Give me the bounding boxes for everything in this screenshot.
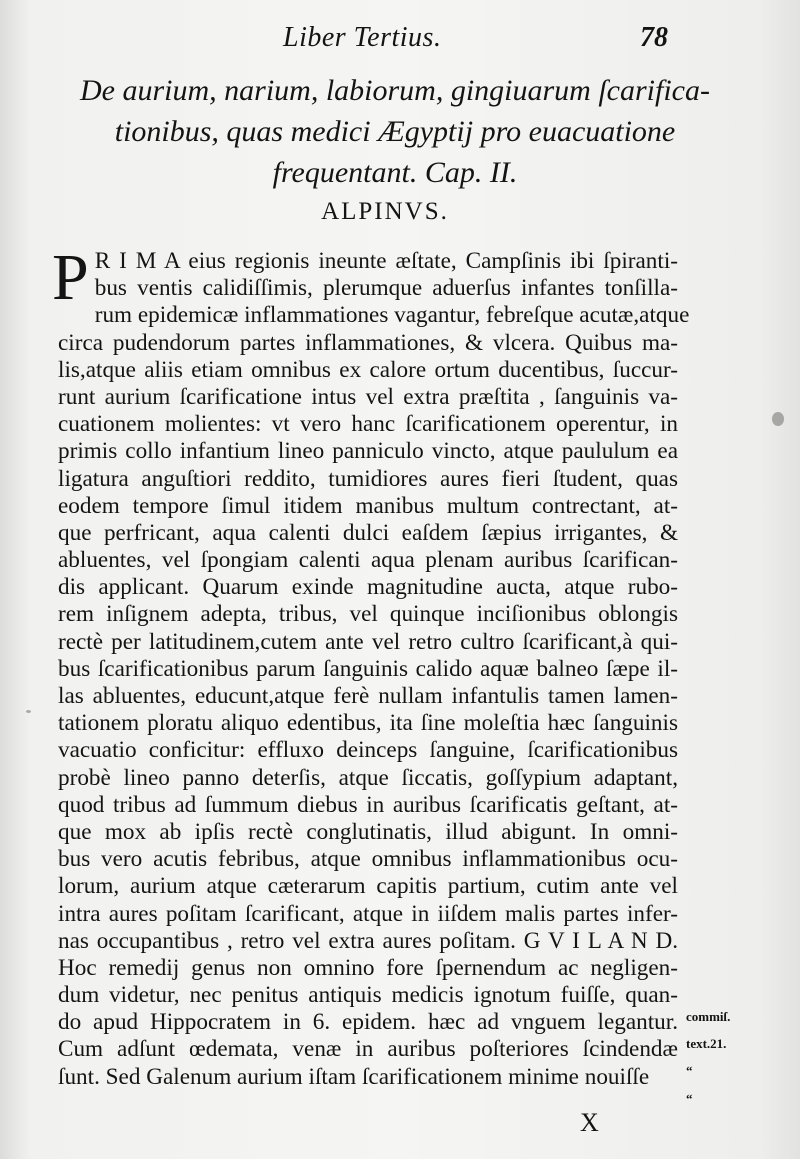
text-line: ſunt. Sed Galenum aurium iſtam ſcarificationem minime nouiſſe (58, 1063, 650, 1090)
running-head (0, 22, 800, 62)
text-line: circa pudendorum partes inflammationes, & vlcera. Quibus ma- (58, 329, 678, 356)
margin-notes (686, 1003, 796, 1112)
margin-note: “ (686, 1090, 693, 1106)
text-line: las abluentes, educunt,atque ferè nullam infantulis tamen lamen- (58, 683, 678, 709)
author-heading: ALPINVS. (321, 198, 449, 225)
margin-note: “ (686, 1063, 693, 1079)
ink-spot (26, 710, 31, 713)
drop-cap: P (52, 241, 89, 314)
text-line: lorum, aurium atque cæterarum capitis partium, cutim ante vel (58, 873, 678, 900)
text-line: runt aurium ſcarificatione intus vel extra præſtita , ſanguinis va- (58, 383, 678, 410)
margin-note: text.21. (686, 1036, 727, 1052)
text-line: R I M A eius regionis ineunte æſtate, Campſinis ibi ſpiranti- (94, 248, 678, 274)
body-text (52, 241, 690, 1091)
page-number: 78 (640, 22, 668, 53)
text-line: rectè per latitudinem,cutem ante vel retro cultro ſcarificant,à qui- (58, 628, 678, 655)
text-line: bus ſcarificationibus parum ſanguinis calido aquæ balneo ſæpe il- (58, 655, 678, 682)
margin-note: commiſ. (686, 1009, 731, 1024)
text-line: lis,atque aliis etiam omnibus ex calore ortum ducentibus, ſuccur- (58, 356, 678, 383)
signature-mark: X (580, 1108, 599, 1137)
chapter-title (50, 70, 740, 193)
text-line: do apud Hippocratem in 6. epidem. hæc ad vnguem legantur. (58, 1009, 678, 1036)
text-line: ligatura anguſtiori reddito, tumidiores aures fieri ſtudent, quas (58, 465, 678, 492)
text-line: vacuatio conficitur: effluxo deinceps ſanguine, ſcarificationibus (58, 737, 678, 764)
text-line: cuationem molientes: vt vero hanc ſcarificationem operentur, in (58, 411, 678, 438)
text-line: eodem tempore ſimul itidem manibus multum contrectant, at- (58, 492, 678, 519)
text-line: quod tribus ad ſummum diebus in auribus ſcarificatis geſtant, at- (58, 791, 678, 818)
text-line: que perfricant, aqua calenti dulci eaſdem ſæpius irrigantes, & (58, 519, 678, 546)
text-line: rem inſignem adepta, tribus, vel quinque inciſionibus oblongis (58, 601, 678, 628)
text-line: bus vero acutis febribus, atque omnibus inflammationibus ocu- (58, 846, 678, 873)
text-line: bus ventis calidiſſimis, plerumque aduerſus infantes tonſilla- (94, 275, 678, 302)
text-line: Hoc remedij genus non omnino fore ſpernendum ac negligen- (58, 954, 678, 981)
chapter-title-line: De aurium, narium, labiorum, gingiuarum ſcarifica- (80, 74, 710, 107)
ink-spot (772, 412, 784, 426)
text-line: primis collo infantium lineo panniculo vincto, atque paululum ea (58, 438, 678, 465)
chapter-title-line: frequentant. Cap. II. (272, 156, 518, 189)
chapter-title-line: tionibus, quas medici Ægyptij pro euacuatione (114, 115, 676, 148)
text-line: probè lineo panno deterſis, atque ſiccatis, goſſypium adaptant, (58, 764, 678, 791)
text-line: intra aures poſitam ſcarificant, atque in iiſdem malis partes infer- (58, 900, 678, 927)
running-title: Liber Tertius. (283, 22, 442, 53)
text-line: tationem ploratu aliquo edentibus, ita ſine moleſtia hæc ſanguinis (58, 710, 678, 737)
text-line: nas occupantibus , retro vel extra aures poſitam. G V I L A N D. (58, 927, 678, 954)
text-line: dis applicant. Quarum exinde magnitudine aucta, atque rubo- (58, 574, 678, 601)
text-line: que mox ab ipſis rectè conglutinatis, illud abigunt. In omni- (58, 818, 678, 845)
text-line: rum epidemicæ inflammationes vagantur, febreſque acutæ,atque (94, 302, 690, 329)
text-line: abluentes, vel ſpongiam calenti aqua plenam auribus ſcarifican- (58, 547, 678, 574)
text-line: dum videtur, nec penitus antiquis medicis ignotum fuiſſe, quan- (58, 982, 678, 1009)
text-line: Cum adſunt œdemata, venæ in auribus poſteriores ſcindendæ (58, 1036, 678, 1063)
